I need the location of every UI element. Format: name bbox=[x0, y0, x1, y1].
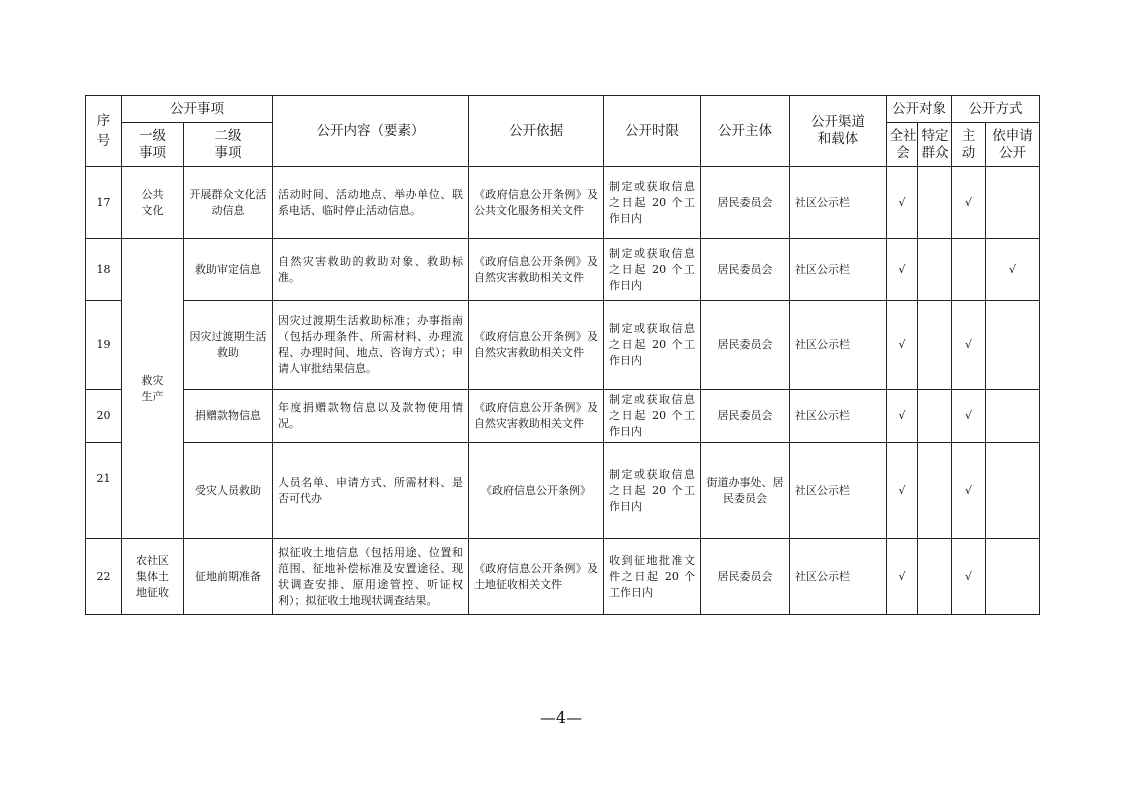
header-active: 主动 bbox=[952, 123, 986, 167]
row-subject: 居民委员会 bbox=[701, 301, 790, 390]
table-row bbox=[86, 239, 1040, 301]
row-time-limit: 制定或获取信息之日起 20 个工作日内 bbox=[604, 239, 701, 301]
row-time-limit: 制定或获取信息之日起 20 个工作日内 bbox=[604, 390, 701, 443]
row-channel: 社区公示栏 bbox=[790, 443, 887, 539]
row-basis: 《政府信息公开条例》及土地征收相关文件 bbox=[469, 539, 604, 615]
table-row bbox=[86, 167, 1040, 239]
row-content: 年度捐赠款物信息以及款物使用情况。 bbox=[273, 390, 469, 443]
row-subject: 居民委员会 bbox=[701, 167, 790, 239]
row-specific-groups-mark bbox=[918, 301, 952, 390]
row-active-mark: √ bbox=[952, 443, 986, 539]
row-subject: 居民委员会 bbox=[701, 390, 790, 443]
row-channel: 社区公示栏 bbox=[790, 539, 887, 615]
header-row-1 bbox=[86, 96, 1040, 123]
row-level2: 受灾人员救助 bbox=[184, 443, 273, 539]
row-level1: 救灾生产 bbox=[122, 239, 184, 539]
table-row bbox=[86, 539, 1040, 615]
table-row bbox=[86, 301, 1040, 390]
row-subject: 街道办事处、居民委员会 bbox=[701, 443, 790, 539]
row-seq: 21 bbox=[86, 443, 122, 539]
row-whole-society-mark: √ bbox=[887, 301, 918, 390]
row-on-request-mark bbox=[986, 539, 1040, 615]
row-content: 活动时间、活动地点、举办单位、联系电话、临时停止活动信息。 bbox=[273, 167, 469, 239]
header-items-group: 公开事项 bbox=[122, 96, 273, 123]
row-basis: 《政府信息公开条例》及自然灾害救助相关文件 bbox=[469, 301, 604, 390]
header-target-group: 公开对象 bbox=[887, 96, 952, 123]
row-time-limit: 制定或获取信息之日起 20 个工作日内 bbox=[604, 301, 701, 390]
table-row bbox=[86, 390, 1040, 443]
row-whole-society-mark: √ bbox=[887, 167, 918, 239]
row-whole-society-mark: √ bbox=[887, 390, 918, 443]
header-subject: 公开主体 bbox=[701, 96, 790, 167]
header-level1: 一级事项 bbox=[122, 123, 184, 167]
header-seq: 序号 bbox=[86, 96, 122, 167]
header-specific-groups: 特定群众 bbox=[918, 123, 952, 167]
header-level2: 二级事项 bbox=[184, 123, 273, 167]
row-specific-groups-mark bbox=[918, 539, 952, 615]
row-whole-society-mark: √ bbox=[887, 443, 918, 539]
row-active-mark: √ bbox=[952, 301, 986, 390]
row-on-request-mark: √ bbox=[986, 239, 1040, 301]
row-active-mark: √ bbox=[952, 390, 986, 443]
row-seq: 17 bbox=[86, 167, 122, 239]
header-time-limit: 公开时限 bbox=[604, 96, 701, 167]
row-whole-society-mark: √ bbox=[887, 539, 918, 615]
row-channel: 社区公示栏 bbox=[790, 301, 887, 390]
row-specific-groups-mark bbox=[918, 239, 952, 301]
row-active-mark: √ bbox=[952, 539, 986, 615]
row-whole-society-mark: √ bbox=[887, 239, 918, 301]
row-content: 因灾过渡期生活救助标准；办事指南（包括办理条件、所需材料、办理流程、办理时间、地点、咨询方式）；申请人审批结果信息。 bbox=[273, 301, 469, 390]
row-on-request-mark bbox=[986, 167, 1040, 239]
row-basis: 《政府信息公开条例》及公共文化服务相关文件 bbox=[469, 167, 604, 239]
row-level1: 公共文化 bbox=[122, 167, 184, 239]
row-specific-groups-mark bbox=[918, 443, 952, 539]
row-level2: 开展群众文化活动信息 bbox=[184, 167, 273, 239]
row-level1: 农社区集体土地征收 bbox=[122, 539, 184, 615]
row-channel: 社区公示栏 bbox=[790, 390, 887, 443]
row-basis: 《政府信息公开条例》及自然灾害救助相关文件 bbox=[469, 239, 604, 301]
row-level2: 捐赠款物信息 bbox=[184, 390, 273, 443]
row-content: 人员名单、申请方式、所需材料、是否可代办 bbox=[273, 443, 469, 539]
row-time-limit: 制定或获取信息之日起 20 个工作日内 bbox=[604, 167, 701, 239]
header-method-group: 公开方式 bbox=[952, 96, 1040, 123]
row-time-limit: 制定或获取信息之日起 20 个工作日内 bbox=[604, 443, 701, 539]
disclosure-table bbox=[85, 95, 1040, 615]
row-basis: 《政府信息公开条例》 bbox=[469, 443, 604, 539]
row-active-mark: √ bbox=[952, 167, 986, 239]
page-number: —4— bbox=[539, 708, 583, 727]
header-basis: 公开依据 bbox=[469, 96, 604, 167]
row-seq: 20 bbox=[86, 390, 122, 443]
row-basis: 《政府信息公开条例》及自然灾害救助相关文件 bbox=[469, 390, 604, 443]
row-specific-groups-mark bbox=[918, 390, 952, 443]
table-row bbox=[86, 443, 1040, 539]
row-level2: 因灾过渡期生活救助 bbox=[184, 301, 273, 390]
row-seq: 18 bbox=[86, 239, 122, 301]
row-seq: 22 bbox=[86, 539, 122, 615]
row-channel: 社区公示栏 bbox=[790, 239, 887, 301]
row-level2: 救助审定信息 bbox=[184, 239, 273, 301]
row-on-request-mark bbox=[986, 443, 1040, 539]
row-level2: 征地前期准备 bbox=[184, 539, 273, 615]
row-channel: 社区公示栏 bbox=[790, 167, 887, 239]
row-seq: 19 bbox=[86, 301, 122, 390]
row-on-request-mark bbox=[986, 301, 1040, 390]
header-on-request: 依申请公开 bbox=[986, 123, 1040, 167]
row-subject: 居民委员会 bbox=[701, 539, 790, 615]
header-content: 公开内容（要素） bbox=[273, 96, 469, 167]
row-on-request-mark bbox=[986, 390, 1040, 443]
row-content: 拟征收土地信息（包括用途、位置和范围、征地补偿标准及安置途径、现状调查安排、原用途管控、听证权利）；拟征收土地现状调查结果。 bbox=[273, 539, 469, 615]
header-whole-society: 全社会 bbox=[887, 123, 918, 167]
header-channel: 公开渠道和载体 bbox=[790, 96, 887, 167]
row-specific-groups-mark bbox=[918, 167, 952, 239]
row-time-limit: 收到征地批准文件之日起 20 个工作日内 bbox=[604, 539, 701, 615]
row-active-mark bbox=[952, 239, 986, 301]
row-content: 自然灾害救助的救助对象、救助标准。 bbox=[273, 239, 469, 301]
row-subject: 居民委员会 bbox=[701, 239, 790, 301]
